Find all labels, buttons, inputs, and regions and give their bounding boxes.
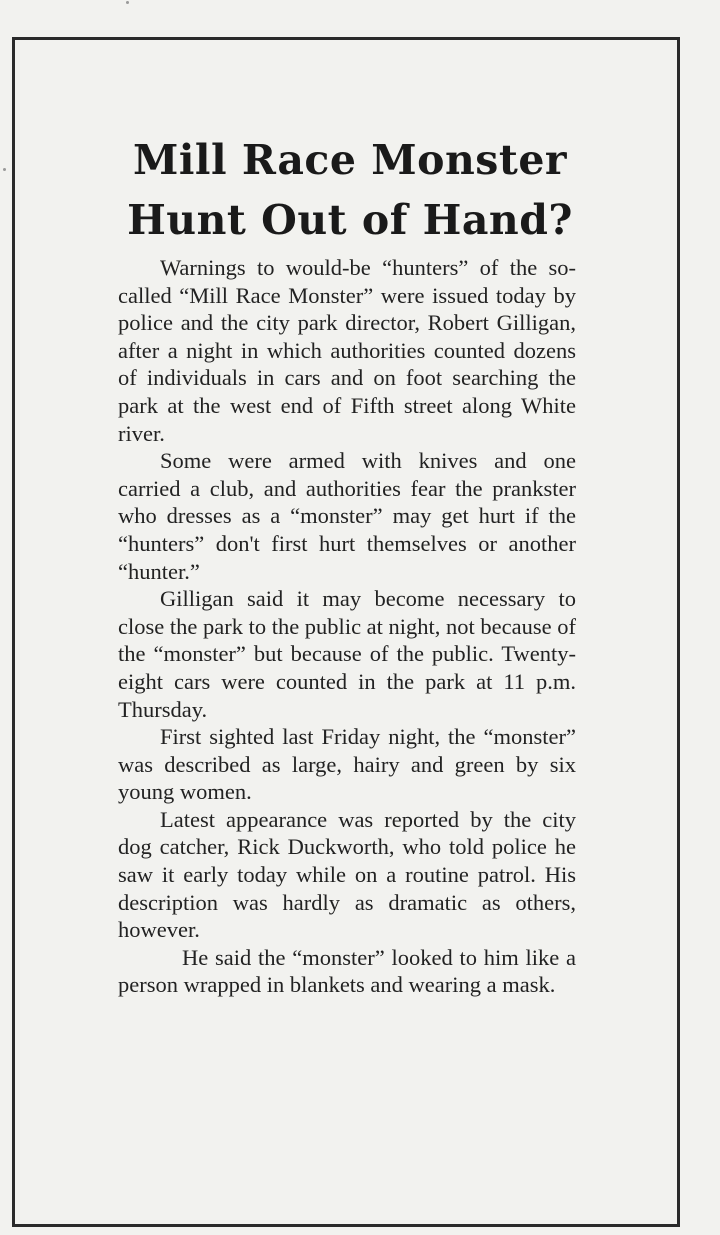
article-headline: [90, 130, 610, 250]
article-paragraph: Some were armed with knives and one carried a club, and authorities fear the prankster who dresses as a “monster” may get hurt if the “hunters” don't first hurt themselves or another “hunter.”: [118, 448, 576, 584]
article-paragraph: First sighted last Friday night, the “monster” was described as large, hairy and green by six young women.: [118, 724, 576, 805]
headline-line-1: Mill Race Monster: [132, 136, 568, 184]
article-body: [118, 254, 576, 999]
scan-speck: [3, 168, 6, 171]
article-paragraph: He said the “monster” looked to him like a person wrapped in blankets and wearing a mask.: [118, 944, 576, 998]
article-paragraph: Gilligan said it may become necessary to close the park to the public at night, not because of the “monster” but because of the public. Twenty-eight cars were counted in the park at 11 p.m. Thursday.: [118, 586, 576, 722]
headline-line-2: Hunt Out of Hand?: [127, 196, 573, 244]
article-paragraph: Latest appearance was reported by the city dog catcher, Rick Duckworth, who told police he saw it early today while on a routine patrol. His description was hardly as dramatic as others, however.: [118, 806, 576, 943]
article-paragraph: Warnings to would-be “hunters” of the so-called “Mill Race Monster” were issued today by police and the city park director, Robert Gilligan, after a night in which authorities counted dozens of individuals in cars and on foot searching the park at the west end of Fifth street along White river.: [118, 255, 576, 446]
scan-speck: [126, 1, 129, 4]
